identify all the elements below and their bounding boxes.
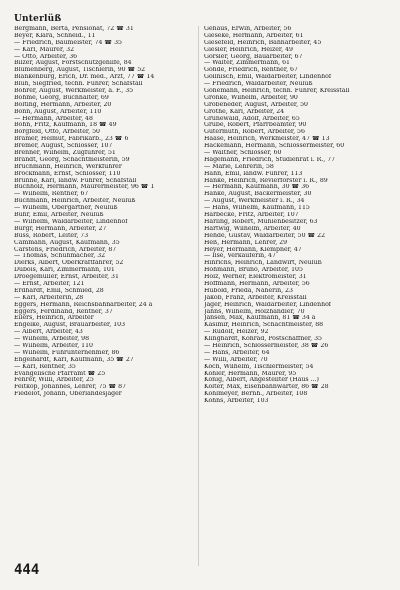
directory-entry: Evangelische Pfarramt ☎ 25: [14, 370, 106, 377]
directory-entry: Giesefeld, Heinrich, Bahnarbeiter, 45: [204, 39, 322, 46]
directory-entry: Eilers, Heinrich, Arbeiter: [14, 315, 94, 322]
directory-entry: Hubold, Frieda, Näherin, 23: [204, 287, 293, 294]
directory-entry: Blankenburg, Erich, Dr. med., Arzt, 77 ☎ 14: [14, 74, 155, 81]
directory-entry: — Wilhelm, Obergärtner, Neulüß: [14, 205, 118, 212]
directory-entry: Gohde, Friedrich, Rentner, 67: [204, 67, 298, 74]
directory-entry: Jahns, Wilhelm, Holzhändler, 70: [204, 308, 305, 315]
directory-entry: Buchmann, Heinrich, Arbeiter, Neulüß: [14, 198, 136, 205]
directory-entry: — Otto, Arbeiter, 36: [14, 53, 78, 60]
directory-entry: Bergmann, Berta, Pensionat, 72 ☎ 31: [14, 26, 134, 32]
directory-entry: Harbecke, Fritz, Arbeiter, 107: [204, 212, 299, 219]
directory-entry: Buchholz, Hermann, Maurermeister, 96 ☎ 1: [14, 184, 155, 191]
directory-entry: — Rudolf, Heizer, 92: [204, 329, 269, 336]
directory-entry: Brockmann, Ernst, Schlosser, 110: [14, 170, 121, 177]
right-column: [204, 26, 380, 405]
directory-entry: Fiedelot, Johann, Oberlandesjäger: [14, 391, 122, 398]
directory-entry: Blüh, Siegfried, techn. Führer, Schafstall: [14, 81, 143, 88]
directory-entry: — Hermann, Arbeiter, 48: [14, 115, 93, 122]
directory-entry: Engelhardt, Karl, Kaufmann, 35 ☎ 27: [14, 356, 134, 363]
page-number: 444: [14, 562, 40, 578]
directory-entry: — Friedrich, Waldarbeiter, Neulüß: [204, 81, 313, 88]
directory-entry: Blumenberg, August, Tischlerin, 90 ☎ 52: [14, 67, 146, 74]
directory-entry: Engelke, August, Brauarbeiter, 103: [14, 322, 126, 329]
directory-entry: Heyer, Hermann, Klempner, 47: [204, 246, 302, 253]
directory-entry: Eggers, Ferdinand, Rentner, 37: [14, 308, 113, 315]
directory-entry: Bohn, Fritz, Kaufmann, 18 ☎ 49: [14, 122, 117, 129]
directory-entry: Hartwig, Wilhelm, Arbeiter, 40: [204, 225, 301, 232]
directory-entry: — Wilhelm, Arbeiter, 98: [14, 336, 90, 343]
directory-entry: Bölting, Hermann, Arbeiter, 20: [14, 101, 112, 108]
directory-entry: Jäger, Heinrich, Waldarbeiter, Lindenhof: [204, 301, 332, 308]
directory-entry: Brenner, Wilhelm, Zugführer, 51: [14, 150, 116, 157]
directory-entry: — Hans, Wilhelm, Kaufmann, 115: [204, 205, 310, 212]
directory-entry: Dubois, Karl, Zimmermann, 101: [14, 267, 115, 274]
directory-entry: Borgfeld, Otto, Arbeiter, 50: [14, 129, 100, 136]
directory-entry: Brandt, Georg, Schachtmeisterin, 59: [14, 156, 130, 163]
directory-entry: Jansen, Max, Kaufmann, 81 ☎ 34 a: [204, 315, 316, 322]
directory-entry: Heß, Hermann, Lehrer, 29: [204, 239, 288, 246]
directory-entry: Koch, Wilhelm, Tischlermeister, 54: [204, 363, 314, 370]
directory-entry: Erdhardt, Emil, Schmied, 28: [14, 287, 104, 294]
directory-entry: Fehrer, Willi, Arbeiter, 25: [14, 377, 94, 384]
directory-entry: Holz, Werner, Elektromeister, 31: [204, 274, 307, 281]
directory-entry: — Friedrich, Baumeister, 74 ☎ 35: [14, 39, 122, 46]
directory-entry: Beyer, Klara, Schneid., 11: [14, 32, 96, 39]
directory-entry: Burgr, Hermann, Arbeiter, 27: [14, 225, 107, 232]
directory-entry: Hohmann, Bruno, Arbeiter, 105: [204, 267, 303, 274]
directory-entry: Haase, Heinrich, Werkmeister, 47 ☎ 13: [204, 136, 330, 143]
directory-entry: Hahn, Emil, landw. Führer, 113: [204, 170, 303, 177]
directory-entry: Hanke, August, Bäckermeister, 30: [204, 191, 312, 198]
directory-entry: Bilzer, August, Forstschutzgehilfe, 84: [14, 60, 132, 67]
directory-entry: Kolter, Max, Eisenbahnwärter, 86 ☎ 28: [204, 384, 329, 391]
directory-entry: — Wilhelm, Arbeiter, 110: [14, 342, 93, 349]
directory-entry: Gutermuth, Robert, Arbeiter, 56: [204, 129, 305, 136]
directory-entry: — Willi, Arbeiter, 70: [204, 356, 268, 363]
directory-entry: — Marie, Lehrerin, 58: [204, 163, 274, 170]
directory-entry: Hinrichs, Heinrich, Landwirt, Neulüß: [204, 260, 322, 267]
directory-entry: — Ernst, Arbeiter, 121: [14, 280, 85, 287]
directory-entry: Gröbeneder, August, Arbeiter, 50: [204, 101, 308, 108]
directory-entry: König, Albert, Angestellter (Haus ...): [204, 377, 319, 384]
directory-entry: — Albert, Arbeiter, 43: [14, 329, 83, 336]
directory-entry: Kohlmeyer, Bernh., Arbeiter, 108: [204, 391, 308, 398]
directory-entry: — Hermann, Kaufmann, 30 ☎ 36: [204, 184, 310, 191]
directory-entry: Hagemann, Friedrich, Studienrat i. R., 77: [204, 156, 336, 163]
directory-entry: Böhrer, August, Werkmeister, a. F., 35: [14, 88, 134, 95]
directory-entry: — Karl, Arbeiterin, 28: [14, 294, 84, 301]
directory-entry: — Wilhelm, Fuhrunternehmer, 86: [14, 349, 120, 356]
directory-entry: Grünewald, Adolf, Arbeiter, 65: [204, 115, 300, 122]
directory-entry: Gollnisch, Emil, Waldarbeiter, Lindenhof: [204, 74, 332, 81]
directory-entry: Bremer, August, Schlosser, 107: [14, 143, 113, 150]
directory-entry: Kasimir, Heinrich, Schachtmeister, 88: [204, 322, 324, 329]
directory-entry: Harling, Robert, Mühlenbesitzer, 63: [204, 218, 318, 225]
directory-entry: — Walther, Schlosser, 60: [204, 150, 282, 157]
directory-entry: Feitkop, Johannes, Lehrer, 75 ☎ 87: [14, 384, 127, 391]
directory-entry: Grothe, Karl, Arbeiter, 24: [204, 108, 285, 115]
directory-entry: Buss, Robert, Leiter, 73: [14, 232, 89, 239]
directory-entry: Kohns, Arbeiter, 103: [204, 398, 269, 405]
directory-entry: Eggers, Hermann, Reichsbahnarbeiter, 24 a: [14, 301, 153, 308]
directory-entry: Bruchmann, Heinrich, Werkführer: [14, 163, 122, 170]
directory-entry: Buhr, Emil, Arbeiter, Neulüß: [14, 212, 104, 219]
column-divider: [198, 26, 199, 566]
left-column: [14, 26, 190, 398]
directory-entry: Jakob, Franz, Arbeiter, Kreisstall: [204, 294, 307, 301]
directory-entry: Gehaus, Erwin, Arbeiter, 56: [204, 26, 292, 32]
directory-entry: Köhler, Hermann, Maurer, 95: [204, 370, 297, 377]
directory-entry: Gohemann, Heinrich, techn. Führer, Kreisstall: [204, 88, 350, 95]
directory-entry: Gieseke, Hermann, Arbeiter, 61: [204, 32, 304, 39]
directory-entry: Carstens, Friedrich, Arbeiter, 87: [14, 246, 117, 253]
directory-entry: Grube, Robert, Pfarrbeamter, 90: [204, 122, 307, 129]
directory-entry: Giesler, Heinrich, Heizer, 49: [204, 46, 293, 53]
directory-entry: Brämer, Helmut, Fabrikarb., 23 ☎ 6: [14, 136, 129, 143]
directory-entry: Dierks, Albert, Oberkraftfahrer, 52: [14, 260, 124, 267]
directory-entry: — Thomas, Schuhmacher, 32: [14, 253, 106, 260]
directory-entry: Cammann, August, Kaufmann, 35: [14, 239, 120, 246]
directory-entry: — Walter, Zimmermann, 61: [204, 60, 290, 67]
directory-entry: Droegemüller, Ernst, Arbeiter, 31: [14, 274, 119, 281]
directory-entry: — Hans, Arbeiter, 64: [204, 349, 270, 356]
directory-entry: — Karl, Rentner, 35: [14, 363, 76, 370]
directory-entry: Klinghardt, Konrad, Postschaffner, 35: [204, 336, 322, 343]
directory-entry: Hehde, Gustav, Waldarbeiter, 50 ☎ 22: [204, 232, 326, 239]
directory-entry: Bonn, August, Arbeiter, 110: [14, 108, 102, 115]
directory-entry: Gronke, Wilhelm, Arbeiter, 90: [204, 94, 298, 101]
directory-entry: Böhme, Georg, Buchhalter, 69: [14, 94, 109, 101]
directory-entry: Hoffmann, Hermann, Arbeiter, 56: [204, 280, 310, 287]
directory-entry: — Wilhelm, Waldarbeiter, Lindenhof: [14, 218, 128, 225]
directory-entry: — Ilse, Verkäuferin, 47: [204, 253, 276, 260]
directory-entry: Görsler, Georg, Bauarbeiter, 67: [204, 53, 303, 60]
directory-entry: Hanke, Heinrich, Revierförster i. R., 89: [204, 177, 328, 184]
directory-entry: Hackemann, Hermann, Schlossermeister, 60: [204, 143, 345, 150]
directory-entry: — August, Werkmeister i. R., 34: [204, 198, 305, 205]
page-header: Unterlüß: [14, 14, 62, 24]
directory-entry: — Heinrich, Schlossermeister, 38 ☎ 26: [204, 342, 329, 349]
directory-entry: — Wilhelm, Rentner, 67: [14, 191, 89, 198]
directory-entry: Brunne, Karl, landw. Führer, Schafstall: [14, 177, 137, 184]
directory-entry: — Karl, Maurer, 32: [14, 46, 75, 53]
